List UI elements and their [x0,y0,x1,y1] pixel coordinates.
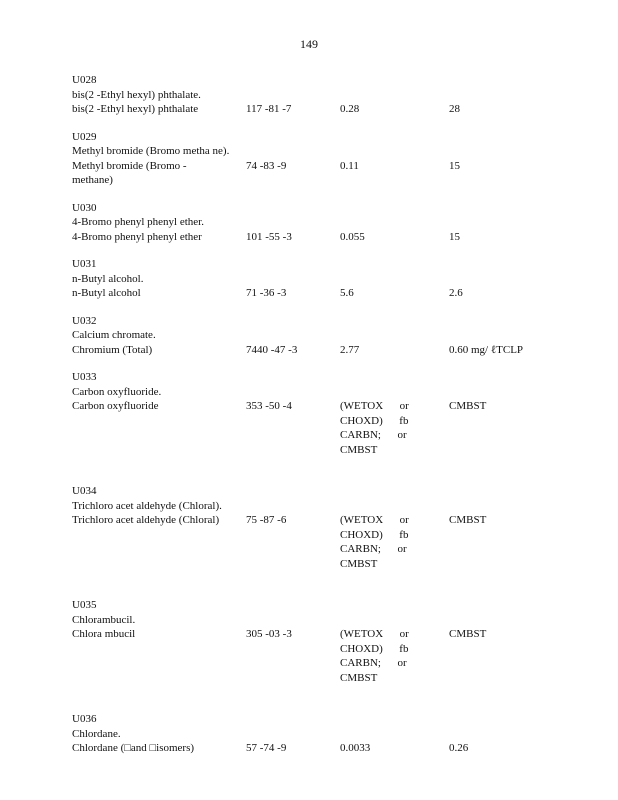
constituent-name: Methyl bromide (Bromo - methane) [72,159,187,186]
waste-entry [72,370,592,457]
waste-code: U030 [72,201,97,214]
constituent-name: Carbon oxyfluoride [72,400,159,412]
constituent-name: Trichloro acet aldehyde (Chloral) [72,514,220,526]
constituent-row [72,230,592,245]
constituent-name: bis(2 -Ethyl hexyl) phthalate [72,103,199,115]
nonwastewater-standard: 2.6 [449,287,463,299]
constituent-row [72,343,592,358]
waste-entry [72,201,592,245]
waste-entry [72,257,592,301]
constituent-row [72,627,592,685]
constituent-name: Chlordane (□and □isomers) [72,742,195,754]
waste-code-list [72,73,592,769]
nonwastewater-standard: CMBST [449,514,487,526]
constituent-row [72,102,592,117]
waste-code: U029 [72,130,97,143]
nonwastewater-standard: 0.60 mg/ ℓTCLP [449,343,524,356]
waste-description: Carbon oxyfluoride. [72,385,162,398]
nonwastewater-standard: CMBST [449,400,487,412]
wastewater-standard: 0.28 [340,103,360,115]
nonwastewater-standard: CMBST [449,628,487,640]
cas-number: 71 -36 -3 [246,287,287,299]
wastewater-standard: 0.11 [340,159,359,172]
page-number: 149 [300,37,318,51]
nonwastewater-standard: 0.26 [449,742,469,754]
nonwastewater-standard: 15 [449,159,460,172]
constituent-name: n-Butyl alcohol [72,287,141,299]
wastewater-standard: 2.77 [340,343,360,356]
waste-code: U031 [72,258,97,270]
wastewater-standard: (WETOX or CHOXD) fb CARBN; or CMBST [340,400,409,456]
waste-entry [72,73,592,117]
constituent-row [72,286,592,301]
waste-code: U032 [72,314,97,327]
nonwastewater-standard: 15 [449,230,460,243]
waste-description: bis(2 -Ethyl hexyl) phthalate. [72,88,201,101]
waste-description: Methyl bromide (Bromo metha ne). [72,145,230,157]
cas-number: 305 -03 -3 [246,628,292,640]
constituent-name: 4-Bromo phenyl phenyl ether [72,230,202,243]
constituent-row [72,159,592,188]
cas-number: 101 -55 -3 [246,230,292,243]
constituent-name: Chromium (Total) [72,343,153,356]
wastewater-standard: (WETOX or CHOXD) fb CARBN; or CMBST [340,514,409,570]
waste-entry [72,712,592,756]
waste-code: U035 [72,599,97,611]
waste-entry [72,314,592,358]
cas-number: 74 -83 -9 [246,159,287,172]
cas-number: 57 -74 -9 [246,742,287,754]
wastewater-standard: 5.6 [340,287,354,299]
wastewater-standard: 0.0033 [340,742,371,754]
cas-number: 7440 -47 -3 [246,343,298,356]
waste-code: U033 [72,371,97,383]
cas-number: 117 -81 -7 [246,103,292,115]
waste-entry [72,484,592,571]
waste-code: U034 [72,485,97,497]
waste-code: U036 [72,713,97,725]
cas-number: 353 -50 -4 [246,400,292,412]
constituent-name: Chlora mbucil [72,628,136,640]
waste-description: Calcium chromate. [72,329,156,341]
cas-number: 75 -87 -6 [246,514,287,526]
waste-description: n-Butyl alcohol. [72,272,144,285]
waste-description: Chlordane. [72,727,121,740]
waste-description: Trichloro acet aldehyde (Chloral). [72,499,222,512]
waste-code: U028 [72,74,97,86]
wastewater-standard: (WETOX or CHOXD) fb CARBN; or CMBST [340,628,409,684]
constituent-row [72,741,592,756]
wastewater-standard: 0.055 [340,230,365,243]
waste-description: Chlorambucil. [72,613,136,626]
constituent-row [72,513,592,571]
waste-description: 4-Bromo phenyl phenyl ether. [72,216,204,228]
nonwastewater-standard: 28 [449,103,460,115]
waste-entry [72,598,592,685]
waste-entry [72,130,592,188]
constituent-row [72,399,592,457]
